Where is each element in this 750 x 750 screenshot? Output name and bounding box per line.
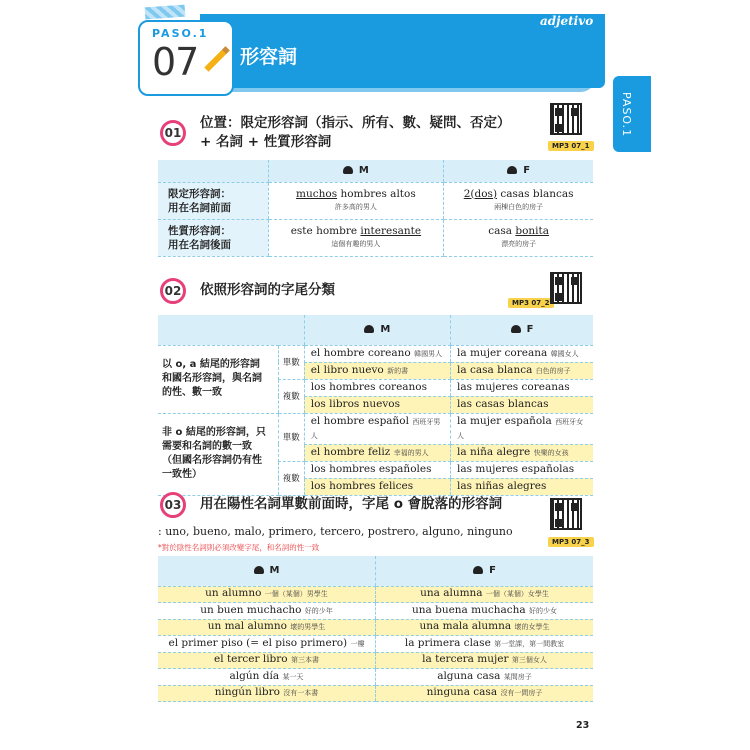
plural-label: 複數 <box>278 461 304 495</box>
column-m: M <box>304 315 450 345</box>
tape-decoration <box>145 5 186 20</box>
chapter-tag: adjetivo <box>540 14 594 28</box>
example-cell: la mujer coreana 韓國女人 <box>451 345 593 362</box>
example-cell: el primer piso (= el piso primero) 一樓 <box>158 636 376 653</box>
example-cell: una alumna 一個（某個）女學生 <box>376 586 594 603</box>
qr-code-icon[interactable] <box>550 498 582 530</box>
chapter-number: 07 <box>152 40 199 84</box>
example-cell: las mujeres españolas <box>451 461 593 478</box>
section-1-title-line1: 位置：限定形容詞（指示、所有、數、疑問、否定） <box>200 115 511 131</box>
section-number-2: 02 <box>160 278 186 304</box>
mp3-track-label: MP3 07_2 <box>508 298 554 308</box>
example-cell: 2(dos) casas blancas 兩棟白色的房子 <box>444 182 593 219</box>
example-cell: una mala alumna 壞的女學生 <box>376 619 594 636</box>
example-cell: un mal alumno 壞的男學生 <box>158 619 376 636</box>
position-table <box>158 160 593 257</box>
header-blank-cell <box>158 315 304 345</box>
male-head-icon <box>364 325 374 333</box>
female-head-icon <box>507 166 517 174</box>
page-title: 形容詞 <box>240 46 298 68</box>
example-cell: los libros nuevos <box>304 396 450 413</box>
example-cell: los hombres españoles <box>304 461 450 478</box>
qr-code-icon[interactable] <box>550 272 582 304</box>
example-cell: alguna casa 某間房子 <box>376 669 594 686</box>
example-cell: la niña alegre 快樂的女孩 <box>451 444 593 461</box>
singular-label: 單數 <box>278 345 304 379</box>
row-label: 性質形容詞： 用在名詞後面 <box>158 219 268 256</box>
example-cell: la mujer española 西班牙女人 <box>451 413 593 444</box>
example-cell: un alumno 一個（某個）男學生 <box>158 586 376 603</box>
female-head-icon <box>473 566 483 574</box>
example-cell: algún día 某一天 <box>158 669 376 686</box>
page-number: 23 <box>576 720 590 731</box>
step-label: PASO.1 <box>152 27 209 40</box>
header-band-shadow <box>205 78 595 92</box>
column-m: M <box>158 556 376 586</box>
mp3-track-label: MP3 07_3 <box>548 537 594 547</box>
example-cell: el hombre coreano 韓國男人 <box>304 345 450 362</box>
section-2-title: 依照形容詞的字尾分類 <box>200 282 335 298</box>
example-cell: el hombre feliz 幸福的男人 <box>304 444 450 461</box>
example-cell: las niñas alegres <box>451 478 593 495</box>
example-cell: ningún libro 沒有一本書 <box>158 685 376 702</box>
apocope-table <box>158 556 593 702</box>
example-cell: una buena muchacha 好的少女 <box>376 603 594 620</box>
example-cell: los hombres coreanos <box>304 379 450 396</box>
example-cell: muchos hombres altos 許多高的男人 <box>268 182 444 219</box>
section-number-3: 03 <box>160 492 186 518</box>
section-1-title-line2: + 名詞 + 性質形容詞 <box>200 134 332 150</box>
example-cell: casa bonita 漂亮的房子 <box>444 219 593 256</box>
example-cell: ninguna casa 沒有一間房子 <box>376 685 594 702</box>
ending-table <box>158 315 593 496</box>
section-number-1: 01 <box>160 120 186 146</box>
example-cell: la tercera mujer 第三個女人 <box>376 652 594 669</box>
example-cell: las mujeres coreanas <box>451 379 593 396</box>
column-f: F <box>376 556 594 586</box>
group-label: 以 o, a 結尾的形容詞 和國名形容詞，與名詞 的性、數一致 <box>158 345 278 413</box>
section-3-title: 用在陽性名詞單數前面時，字尾 o 會脫落的形容詞 <box>200 496 503 512</box>
male-head-icon <box>343 166 353 174</box>
example-cell: las casas blancas <box>451 396 593 413</box>
example-cell: el tercer libro 第三本書 <box>158 652 376 669</box>
example-cell: la primera clase 第一堂課，第一間教室 <box>376 636 594 653</box>
column-f: F <box>444 160 593 182</box>
singular-label: 單數 <box>278 413 304 461</box>
example-cell: este hombre interesante 這個有趣的男人 <box>268 219 444 256</box>
female-head-icon <box>511 325 521 333</box>
word-list: : uno, bueno, malo, primero, tercero, postrero, alguno, ninguno <box>158 525 513 538</box>
example-cell: el hombre español 西班牙男人 <box>304 413 450 444</box>
qr-code-icon[interactable] <box>550 103 582 135</box>
column-f: F <box>451 315 593 345</box>
note: *對於陰性名詞則必須改變字尾，和名詞的性一致 <box>158 543 320 552</box>
example-cell: la casa blanca 白色的房子 <box>451 362 593 379</box>
example-cell: un buen muchacho 好的少年 <box>158 603 376 620</box>
plural-label: 複數 <box>278 379 304 413</box>
male-head-icon <box>254 566 264 574</box>
header-blank-cell <box>158 160 268 182</box>
example-cell: los hombres felices <box>304 478 450 495</box>
column-m: M <box>268 160 444 182</box>
example-cell: el libro nuevo 新的書 <box>304 362 450 379</box>
row-label: 限定形容詞： 用在名詞前面 <box>158 182 268 219</box>
side-tab-label: PASO.1 <box>620 92 633 138</box>
group-label: 非 o 結尾的形容詞，只 需要和名詞的數一致 （但國名形容詞仍有性 一致性） <box>158 413 278 495</box>
mp3-track-label: MP3 07_1 <box>548 141 594 151</box>
